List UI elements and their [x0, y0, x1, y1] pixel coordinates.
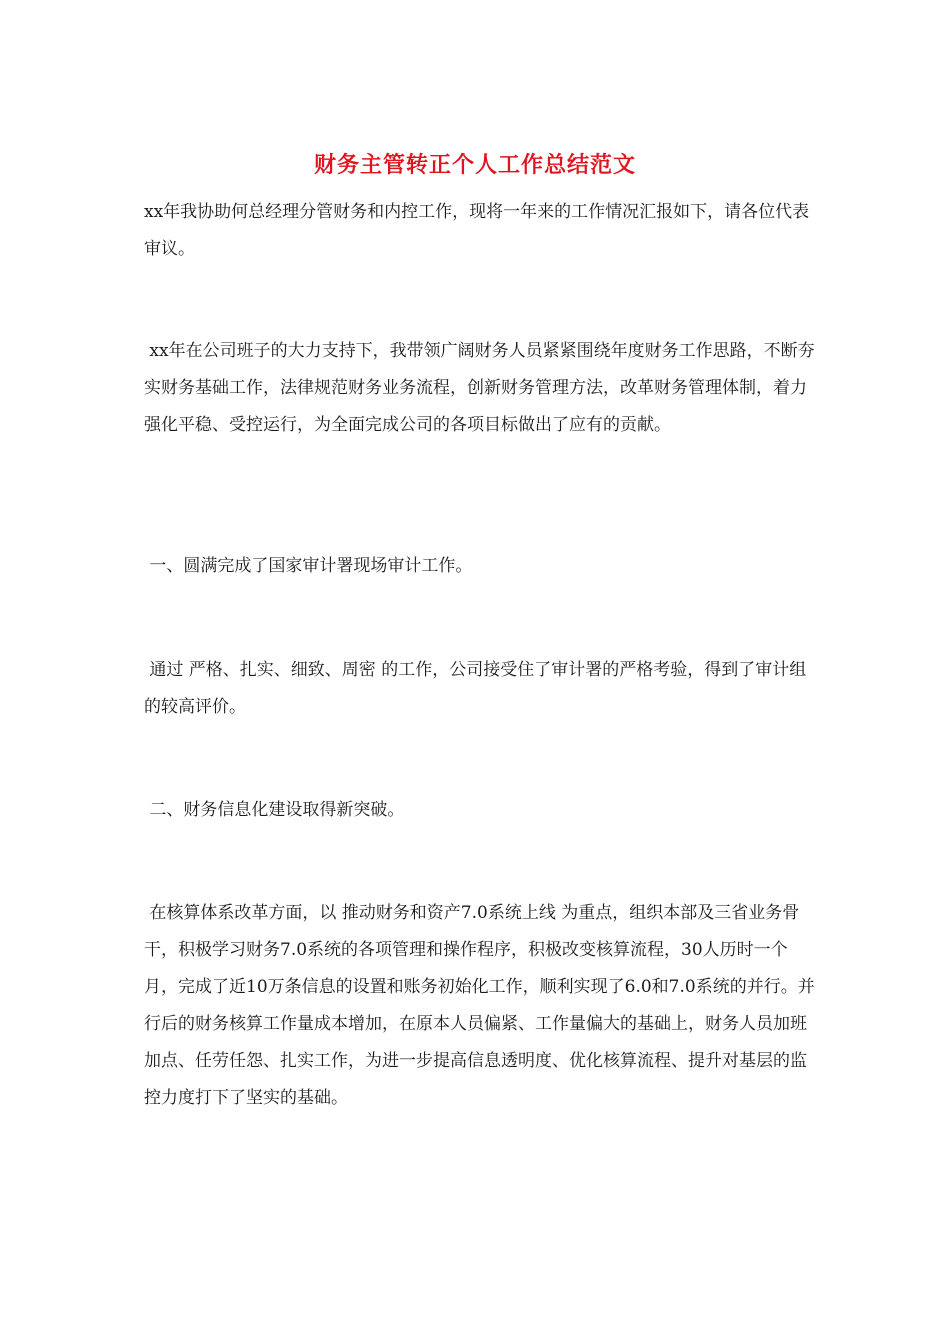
section-heading-informatization: 二、财务信息化建设取得新突破。	[144, 800, 405, 820]
paragraph-intro: xx年我协助何总经理分管财务和内控工作，现将一年来的工作情况汇报如下，请各位代表审议。	[144, 202, 810, 259]
paragraph-audit: 通过 严格、扎实、细致、周密 的工作，公司接受住了审计署的严格考验，得到了审计组的较高评价。	[144, 660, 807, 717]
section-heading-audit: 一、圆满完成了国家审计署现场审计工作。	[144, 556, 473, 576]
paragraph-informatization: 在核算体系改革方面，以 推动财务和资产7.0系统上线 为重点，组织本部及三省业务骨干，积极学习财务7.0系统的各项管理和操作程序，积极改变核算流程，30人历时一个月，完成了近10万条信息的设置和账务初始化工作，顺利实现了6.0和7.0系统的并行。并行后的财务核算工作量成本增加，在原本人员偏紧、工作量偏大的基础上，财务人员加班加点、任劳任怨、扎实工作，为进一步提高信息透明度、优化核算流程、提升对基层的监控力度打下了坚实的基础。	[144, 903, 815, 1108]
document-title: 财务主管转正个人工作总结范文	[313, 153, 636, 178]
paragraph-overview: xx年在公司班子的大力支持下，我带领广阔财务人员紧紧围绕年度财务工作思路，不断夯实财务基础工作，法律规范财务业务流程，创新财务管理方法，改革财务管理体制，着力强化平稳、受控运行，为全面完成公司的各项目标做出了应有的贡献。	[144, 341, 815, 435]
